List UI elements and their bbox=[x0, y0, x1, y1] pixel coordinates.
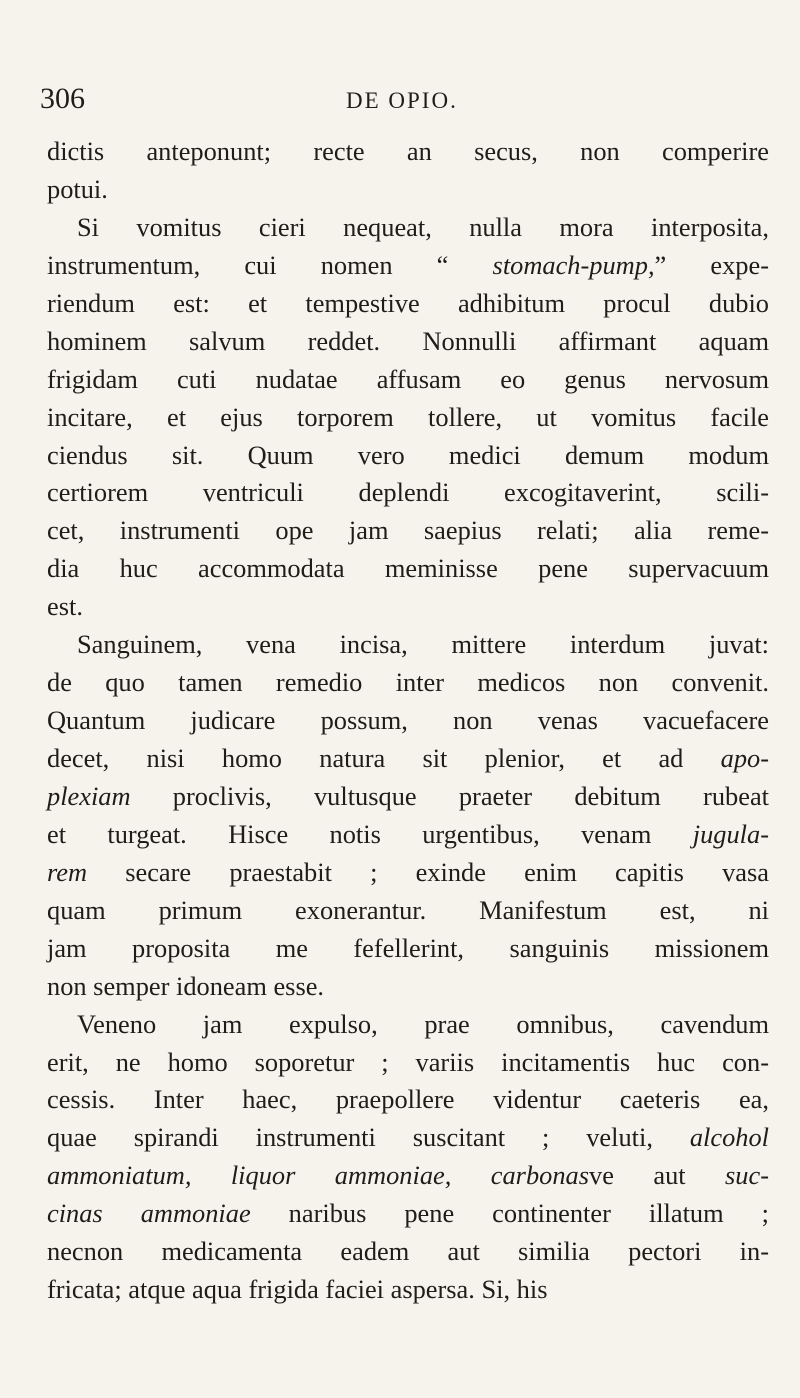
text-line bbox=[47, 209, 769, 247]
text-span: proclivis, vultusque praeter debitum rubeat bbox=[130, 780, 769, 811]
text-line bbox=[47, 702, 769, 740]
text-line bbox=[47, 1006, 769, 1044]
text-line bbox=[47, 778, 769, 816]
text-span: ve aut bbox=[589, 1160, 726, 1191]
page-number: 306 bbox=[40, 82, 85, 115]
italic-text: ammoniatum, liquor ammoniae, carbonas bbox=[47, 1160, 590, 1191]
text-line bbox=[47, 399, 769, 437]
text-span: incitare, et ejus torporem tollere, ut vomitus facile bbox=[47, 401, 769, 432]
text-line bbox=[47, 816, 769, 854]
body-text bbox=[47, 133, 769, 1309]
text-line bbox=[47, 247, 769, 285]
italic-text: stomach-pump, bbox=[492, 249, 655, 280]
text-line bbox=[47, 892, 769, 930]
text-span: non semper idoneam esse. bbox=[47, 970, 325, 1001]
text-line bbox=[47, 437, 769, 475]
text-span: riendum est: et tempestive adhibitum procul dubio bbox=[47, 287, 769, 318]
text-line bbox=[47, 285, 769, 323]
text-line bbox=[47, 626, 769, 664]
text-line bbox=[47, 550, 769, 588]
text-span: cessis. Inter haec, praepollere videntur caeteris ea, bbox=[47, 1084, 769, 1115]
text-span: est. bbox=[47, 591, 83, 622]
text-line bbox=[47, 588, 769, 626]
text-span: Sanguinem, vena incisa, mittere interdum juvat: bbox=[77, 629, 769, 660]
italic-text: plexiam bbox=[47, 780, 131, 811]
text-span: quam primum exonerantur. Manifestum est, ni bbox=[47, 894, 769, 925]
text-line bbox=[47, 740, 769, 778]
text-span: secare praestabit ; exinde enim capitis vasa bbox=[87, 856, 769, 887]
text-span: de quo tamen remedio inter medicos non convenit. bbox=[47, 667, 769, 698]
text-span: Si vomitus cieri nequeat, nulla mora interposita, bbox=[77, 211, 769, 242]
text-line bbox=[47, 1233, 769, 1271]
italic-text: apo- bbox=[720, 743, 769, 773]
text-line bbox=[47, 1195, 769, 1233]
text-span: instrumentum, cui nomen “ bbox=[47, 249, 493, 280]
running-title: DE OPIO. bbox=[346, 88, 458, 113]
text-line bbox=[47, 1081, 769, 1119]
italic-text: jugula- bbox=[692, 818, 769, 849]
text-line bbox=[47, 968, 769, 1006]
text-line bbox=[47, 664, 769, 702]
text-span: ” expe- bbox=[654, 249, 770, 280]
italic-text: suc- bbox=[725, 1160, 769, 1191]
text-line bbox=[47, 512, 769, 550]
italic-text: cinas ammoniae bbox=[47, 1198, 251, 1229]
text-span: certiorem ventriculi deplendi excogitaverint, scili- bbox=[47, 477, 769, 508]
text-span: fricata; atque aqua frigida faciei aspersa. Si, his bbox=[47, 1274, 548, 1305]
text-line bbox=[47, 1044, 769, 1082]
text-span: hominem salvum reddet. Nonnulli affirmant aquam bbox=[47, 325, 769, 356]
text-line bbox=[47, 854, 769, 892]
text-line bbox=[47, 133, 769, 171]
text-line bbox=[47, 474, 769, 512]
text-span: frigidam cuti nudatae affusam eo genus nervosum bbox=[47, 363, 769, 394]
text-span: dia huc accommodata meminisse pene supervacuum bbox=[47, 553, 769, 584]
text-line bbox=[47, 361, 769, 399]
italic-text: rem bbox=[47, 856, 88, 887]
text-line bbox=[47, 1271, 769, 1309]
text-line bbox=[47, 1157, 769, 1195]
text-span: necnon medicamenta eadem aut similia pectori in- bbox=[47, 1236, 769, 1267]
text-span: dictis anteponunt; recte an secus, non comperire bbox=[47, 136, 769, 166]
text-line bbox=[47, 930, 769, 968]
text-span: erit, ne homo soporetur ; variis incitamentis huc con- bbox=[47, 1046, 769, 1077]
text-line bbox=[47, 171, 769, 209]
text-span: Quantum judicare possum, non venas vacuefacere bbox=[47, 705, 769, 736]
text-span: cet, instrumenti ope jam saepius relati; alia reme- bbox=[47, 515, 769, 546]
text-span: quae spirandi instrumenti suscitant ; veluti, bbox=[47, 1122, 690, 1153]
text-span: Veneno jam expulso, prae omnibus, cavendum bbox=[77, 1008, 769, 1039]
running-head bbox=[0, 82, 800, 118]
text-span: naribus pene continenter illatum ; bbox=[250, 1198, 769, 1229]
text-span: jam proposita me fefellerint, sanguinis missionem bbox=[47, 932, 769, 963]
text-span: ciendus sit. Quum vero medici demum modum bbox=[47, 439, 769, 470]
text-line bbox=[47, 323, 769, 361]
text-span: potui. bbox=[47, 173, 108, 204]
italic-text: alcohol bbox=[689, 1122, 769, 1153]
text-span: et turgeat. Hisce notis urgentibus, venam bbox=[47, 818, 693, 849]
text-span: decet, nisi homo natura sit plenior, et ad bbox=[47, 743, 721, 773]
text-line bbox=[47, 1119, 769, 1157]
